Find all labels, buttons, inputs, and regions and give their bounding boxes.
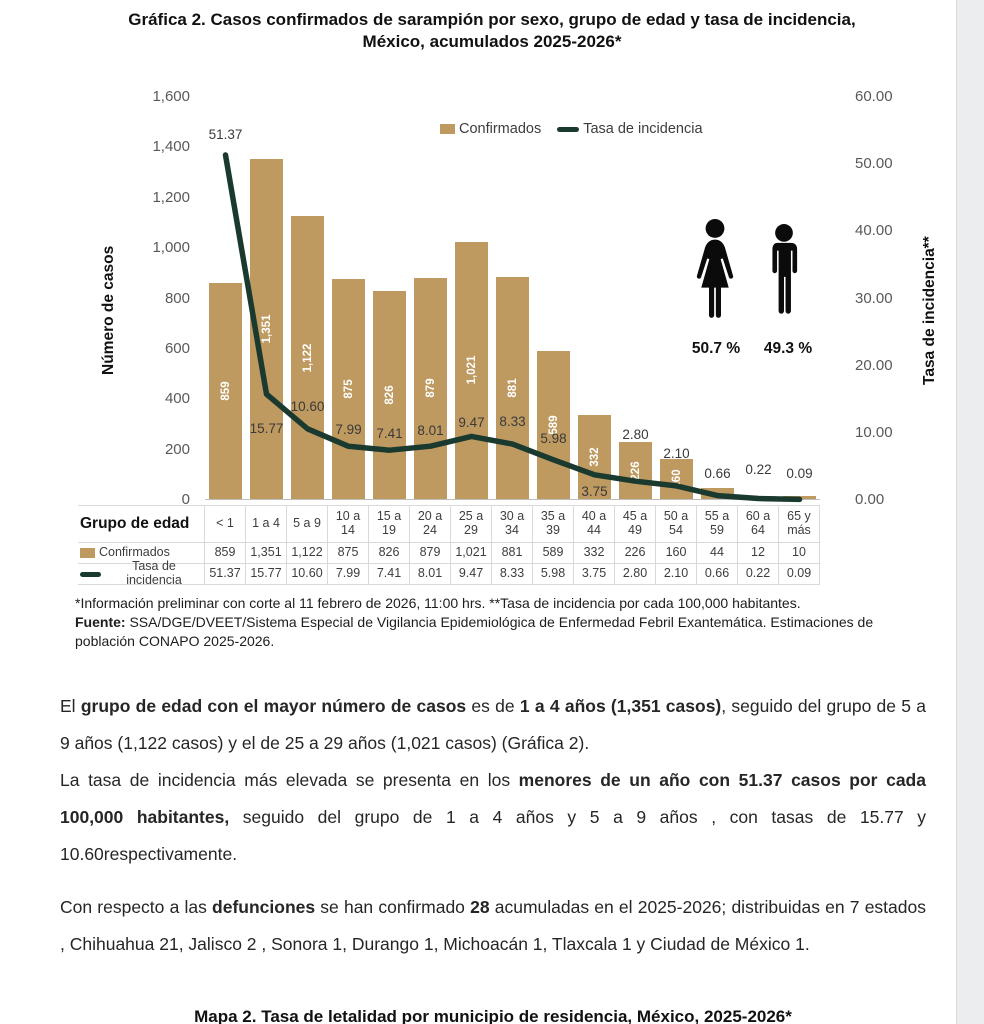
right-axis-tick-label: 10.00 [855,423,893,441]
age-column-header: 35 a 39 [533,506,574,543]
bar-value-label: 881 [506,378,519,398]
table-corner-label: Grupo de edad [78,506,205,543]
paragraph-deaths [60,889,926,963]
table-value-cell: 44 [697,543,738,564]
chart-title [50,9,934,53]
source-text: SSA/DGE/DVEET/Sistema Especial de Vigilancia Epidemiológica de Enfermedad Febril Exantemática. Estimaciones de población CONAPO 2025-2026. [75,614,874,649]
table-value-cell: 0.66 [697,564,738,585]
bold-text: defunciones [212,897,316,917]
table-value-cell: 826 [369,543,410,564]
left-axis-title: Número de casos [100,245,117,375]
left-axis-tick-label: 600 [164,339,190,357]
text: acumuladas en el 2025-2026; distribuidas en 7 estados , Chihuahua 21, Jalisco 2 , Sonora 1, Durango 1, Michoacán 1, Tlaxcala 1 y Ciudad de México 1. [60,897,926,954]
female-percentage: 50.7 % [691,340,741,357]
line-value-label: 0.22 [745,461,772,477]
age-column-header: 55 a 59 [697,506,738,543]
table-value-cell: 881 [492,543,533,564]
table-value-cell: 875 [328,543,369,564]
right-axis-tick-label: 30.00 [855,289,893,307]
table-value-cell: 8.33 [492,564,533,585]
table-value-cell: 9.47 [451,564,492,585]
bar-value-label: 875 [342,379,355,399]
table-value-cell: 859 [205,543,246,564]
right-axis-tick-label: 60.00 [855,88,893,105]
age-column-header: 60 a 64 [738,506,779,543]
table-value-cell: 1,021 [451,543,492,564]
bar-value-label: 879 [424,378,437,398]
line-value-label: 2.80 [622,427,649,443]
bold-text: 1 a 4 años (1,351 casos) [519,696,722,716]
footnote-preliminary: *Información preliminar con corte al 11 febrero de 2026, 11:00 hrs. **Tasa de incidencia por cada 100,000 habitantes. [75,595,801,611]
table-value-cell: 589 [533,543,574,564]
line-value-label: 0.66 [704,465,731,481]
bar-value-label: 1,122 [301,343,314,373]
line-value-label: 7.99 [335,422,362,438]
line-value-label: 9.47 [458,415,485,431]
row-label-text: Tasa de incidencia [126,559,182,587]
age-column-header: 20 a 24 [410,506,451,543]
bold-text: 28 [470,897,490,917]
line-value-label: 3.75 [581,483,608,499]
left-axis-ticks [85,88,190,508]
bar-swatch-icon [80,548,95,558]
page-edge-strip [956,0,984,1024]
line-value-label: 2.10 [663,445,690,461]
bold-text: grupo de edad con el mayor número de casos [80,696,467,716]
bold-text: menores de un año con 51.37 casos por cada 100,000 habitantes, [60,770,926,827]
age-column-header: < 1 [205,506,246,543]
age-column-header: 10 a 14 [328,506,369,543]
legend-label-confirmados: Confirmados [459,121,542,137]
right-axis-title: Tasa de incidencia** [921,236,938,386]
age-column-header: 50 a 54 [656,506,697,543]
bar-value-label: 226 [629,460,642,481]
left-axis-tick-label: 1,400 [152,138,190,156]
line-value-label: 15.77 [249,421,284,437]
right-axis-ticks [855,88,925,508]
left-axis-tick-label: 1,000 [152,239,190,257]
source-label: Fuente: [75,614,126,630]
footnotes [75,594,930,651]
left-axis-tick-label: 0 [181,491,190,508]
age-column-header: 45 a 49 [615,506,656,543]
bar-value-label: 826 [383,385,396,405]
chart-data-table [78,505,820,585]
table-value-cell: 51.37 [205,564,246,585]
text: Con respecto a las [60,897,213,917]
row-label-text: Confirmados [99,545,170,560]
line-value-label: 8.01 [417,423,444,439]
man-icon [757,212,811,334]
text: se han confirmado [315,897,471,917]
table-value-cell: 5.98 [533,564,574,585]
table-value-cell: 12 [738,543,779,564]
text: es de [466,696,520,716]
text: seguido del grupo de 1 a 4 años y 5 a 9 años , con tasas de 15.77 y 10.60respectivamente. [60,807,926,864]
right-axis-tick-label: 50.00 [855,155,893,173]
table-value-cell: 7.41 [369,564,410,585]
age-column-header: 1 a 4 [246,506,287,543]
map-title: Mapa 2. Tasa de letalidad por municipio de residencia, México, 2025-2026* [194,1007,792,1024]
right-axis-tick-label: 40.00 [855,222,893,240]
chart-title-line2: México, acumulados 2025-2026* [362,32,622,51]
table-value-cell: 0.22 [738,564,779,585]
text: La tasa de incidencia más elevada se presenta en los [60,770,519,790]
bar-value-label: 1,351 [260,314,273,344]
age-column-header: 5 a 9 [287,506,328,543]
woman-icon [685,212,745,334]
line-value-label: 7.41 [376,426,403,442]
age-column-header: 30 a 34 [492,506,533,543]
table-value-cell: 226 [615,543,656,564]
left-axis-tick-label: 1,600 [152,88,190,105]
body-text [60,688,926,963]
line-swatch-icon [80,572,101,577]
table-value-cell: 879 [410,543,451,564]
table-value-cell: 10.60 [287,564,328,585]
table-value-cell: 15.77 [246,564,287,585]
table-value-cell: 3.75 [574,564,615,585]
age-column-header: 15 a 19 [369,506,410,543]
right-axis-tick-label: 0.00 [855,491,885,508]
line-value-label: 10.60 [290,398,325,414]
line-value-label: 5.98 [540,430,567,446]
bar-value-label: 332 [588,447,601,467]
age-column-header: 25 a 29 [451,506,492,543]
table-value-cell: 2.10 [656,564,697,585]
text: , seguido del grupo de 5 a 9 años (1,122 casos) y el de 25 a 29 años (1,021 casos) (Gráfica 2). [60,696,926,753]
age-column-header: 65 y más [779,506,820,543]
age-column-header: 40 a 44 [574,506,615,543]
bar-value-label: 859 [219,381,232,401]
legend-label-tasa: Tasa de incidencia [583,121,703,137]
footnote-source [75,613,930,651]
left-axis-tick-label: 400 [164,390,190,408]
left-axis-tick-label: 800 [164,289,190,307]
table-value-cell: 0.09 [779,564,820,585]
left-axis-tick-label: 200 [164,440,190,458]
line-value-label: 0.09 [786,466,813,482]
table-value-cell: 8.01 [410,564,451,585]
right-axis-tick-label: 20.00 [855,356,893,374]
paragraph-incidence [60,762,926,873]
chart-title-line1: Gráfica 2. Casos confirmados de sarampión por sexo, grupo de edad y tasa de incidencia, [128,10,856,29]
line-value-label: 8.33 [499,414,526,430]
paragraph-age-groups [60,688,926,762]
table-value-cell: 7.99 [328,564,369,585]
bar-value-label: 589 [547,415,560,435]
bar-value-label: 1,021 [465,356,478,385]
table-value-cell: 10 [779,543,820,564]
table-value-cell: 160 [656,543,697,564]
left-axis-tick-label: 1,200 [152,188,190,206]
male-percentage: 49.3 % [763,340,813,357]
bar-value-label: 160 [670,469,683,489]
text: El [60,696,81,716]
line-value-label: 51.37 [208,126,243,142]
table-row-label [78,559,205,587]
table-value-cell: 332 [574,543,615,564]
table-value-cell: 2.80 [615,564,656,585]
table-value-cell: 1,351 [246,543,287,564]
table-value-cell: 1,122 [287,543,328,564]
